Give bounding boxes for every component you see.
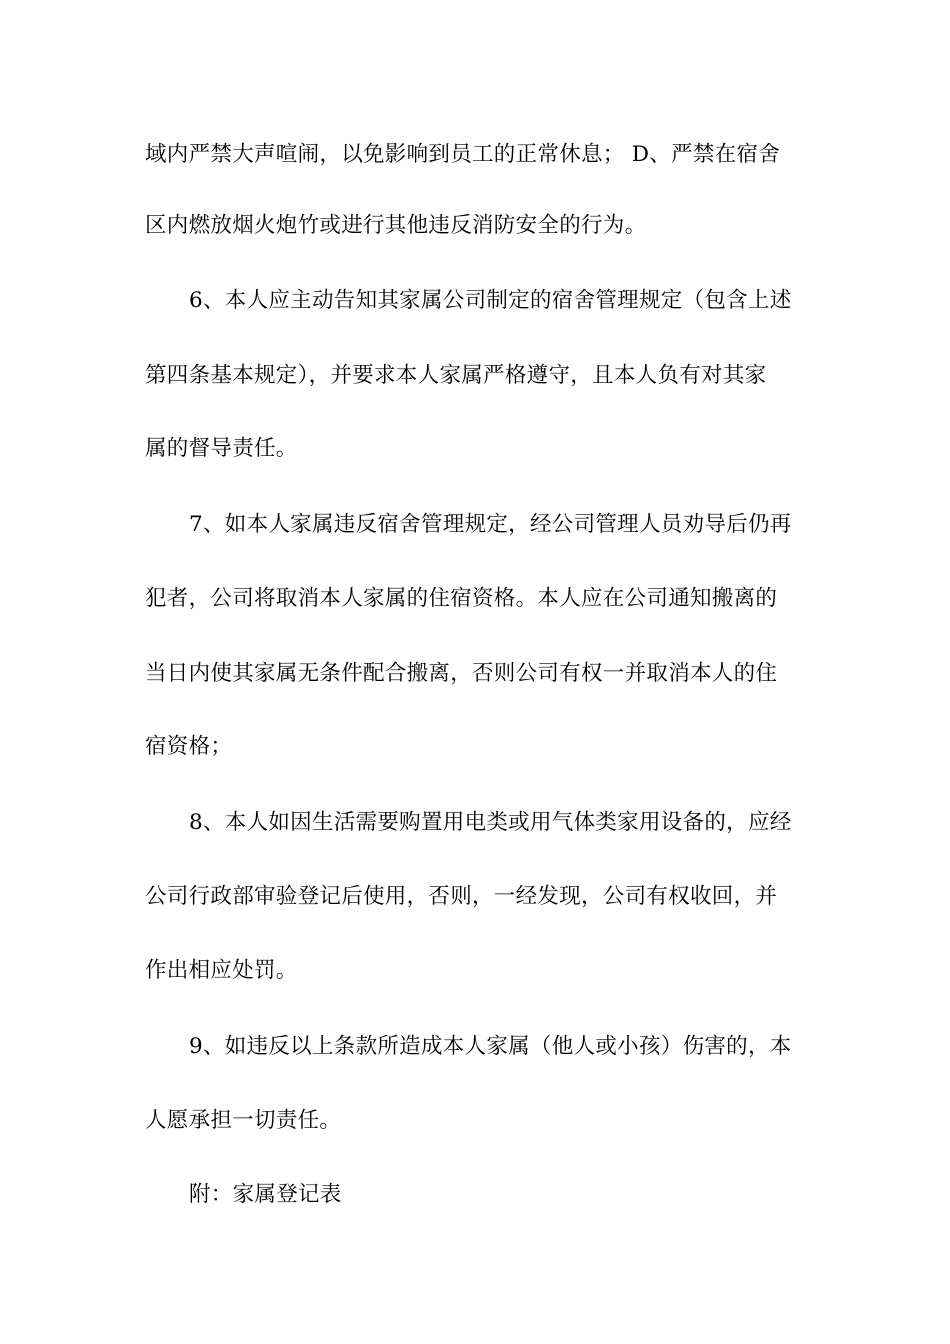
text-line: 第四条基本规定），并要求本人家属严格遵守，且本人负有对其家 (145, 363, 767, 388)
text-line: 宿资格； (145, 734, 233, 759)
paragraph-6-start: 6、本人应主动告知其家属公司制定的宿舍管理规定（包含上述 (189, 288, 792, 313)
paragraph-9-start: 9、如违反以上条款所造成本人家属（他人或小孩）伤害的，本 (189, 1034, 792, 1059)
attachment-note: 附：家属登记表 (189, 1182, 342, 1207)
text-line: 作出相应处罚。 (145, 958, 298, 983)
paragraph-8-start: 8、本人如因生活需要购置用电类或用气体类家用设备的，应经 (189, 810, 792, 835)
text-line: 当日内使其家属无条件配合搬离，否则公司有权一并取消本人的住 (145, 661, 778, 686)
paragraph-7-start: 7、如本人家属违反宿舍管理规定，经公司管理人员劝导后仍再 (189, 512, 792, 537)
text-line: 公司行政部审验登记后使用，否则，一经发现，公司有权收回，并 (145, 884, 778, 909)
text-line: 属的督导责任。 (145, 436, 298, 461)
text-line: 域内严禁大声喧闹，以免影响到员工的正常休息； D、严禁在宿舍 (145, 142, 781, 167)
text-line: 人愿承担一切责任。 (145, 1108, 342, 1133)
text-line: 犯者，公司将取消本人家属的住宿资格。本人应在公司通知搬离的 (145, 586, 778, 611)
text-line: 区内燃放烟火炮竹或进行其他违反消防安全的行为。 (145, 213, 647, 238)
